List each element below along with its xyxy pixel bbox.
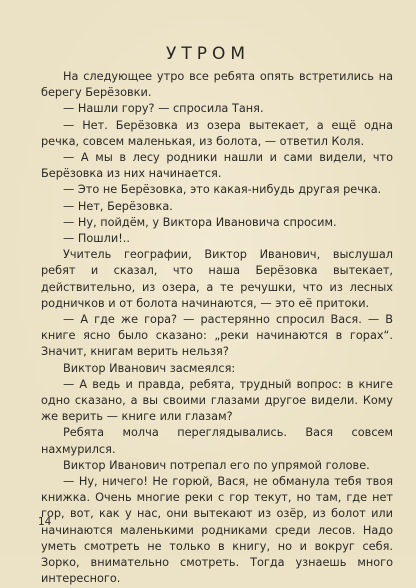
page-number: 14	[38, 516, 52, 528]
paragraph: — Нет. Берёзовка из озера вытекает, а ещё одна речка, совсем маленькая, из болота, — ответил Коля.	[41, 118, 393, 148]
paragraph: Виктор Иванович засмеялся:	[63, 361, 236, 375]
paragraph: — Пошли!..	[63, 232, 130, 246]
paragraph: — Это не Берёзовка, это какая-нибудь другая речка.	[63, 183, 382, 197]
paragraph: — А ведь и правда, ребята, трудный вопрос: в книге одно сказано, а вы своими глазами другое видели. Кому же верить — книге или глазам?	[41, 377, 393, 424]
paragraph: — Нет, Берёзовка.	[63, 199, 173, 213]
paragraph: На следующее утро все ребята опять встретились на берегу Берёзовки.	[41, 70, 393, 100]
paragraph: Ребята молча переглядывались. Вася совсем нахмурился.	[41, 426, 393, 456]
paragraph: — Нашли гору? — спросила Таня.	[63, 102, 264, 116]
chapter-heading: УТРОМ	[165, 44, 251, 64]
paragraph: — А мы в лесу родники нашли и сами видели, что Берёзовка из них начинается.	[41, 151, 393, 181]
paragraph: Виктор Иванович потрепал его по упрямой голове.	[63, 458, 370, 472]
paragraph: — Ну, пойдём, у Виктора Ивановича спросим.	[63, 215, 337, 229]
body-text	[41, 69, 393, 588]
paragraph: — А где же гора? — растерянно спросил Вася. — В книге ясно было сказано: „реки начинаются в горах“. Значит, книгам верить нельзя?	[41, 313, 393, 359]
paragraph: — Ну, ничего! Не горюй, Вася, не обманула тебя твоя книжка. Очень многие реки с гор текут, но там, где нет гор, вот, как у нас, они вытекают из озёр, из болот или начинаются маленькими родниками среди лесов. Надо уметь смотреть не только в книгу, но и вокруг себя. Зорко, внимательно смотреть. Тогда узнаешь много интересного.	[41, 475, 393, 586]
paragraph: Учитель географии, Виктор Иванович, выслушал ребят и сказал, что наша Берёзовка вытекает, действительно, из озера, а те речушки, что из лесных родничков и от болота начинаются, — это её притоки.	[41, 248, 393, 310]
